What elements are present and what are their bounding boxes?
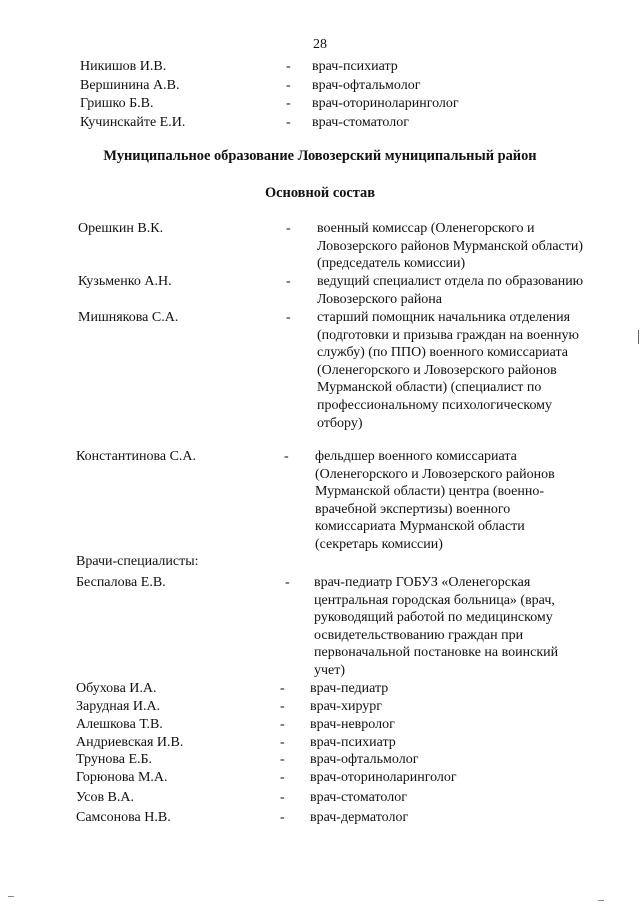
person-name: Вершинина А.В. bbox=[80, 78, 180, 93]
list-item bbox=[76, 769, 596, 787]
dash: - bbox=[286, 59, 291, 74]
list-item bbox=[76, 751, 596, 769]
list-item bbox=[78, 220, 598, 274]
person-name: Зарудная И.А. bbox=[76, 699, 161, 714]
list-item bbox=[76, 716, 596, 734]
dash: - bbox=[285, 575, 290, 590]
person-name: Обухова И.А. bbox=[76, 681, 157, 696]
person-role: военный комиссар (Оленегорского и Ловозерского районов Мурманской области) (председатель комиссии) bbox=[317, 221, 584, 272]
dash: - bbox=[284, 449, 289, 464]
dash: - bbox=[286, 78, 291, 93]
person-name: Усов В.А. bbox=[76, 790, 135, 805]
person-name: Алешкова Т.В. bbox=[76, 717, 163, 732]
list-item bbox=[80, 114, 600, 132]
person-name: Орешкин В.К. bbox=[78, 221, 164, 236]
list-item bbox=[76, 734, 596, 752]
person-name: Кучинскайте Е.И. bbox=[80, 115, 186, 130]
list-item bbox=[80, 95, 600, 113]
person-role: врач-педиатр bbox=[310, 681, 389, 696]
person-name: Самсонова Н.В. bbox=[76, 810, 171, 825]
dash: - bbox=[286, 96, 291, 111]
person-role: ведущий специалист отдела по образованию Ловозерского района bbox=[317, 274, 584, 307]
list-item bbox=[80, 58, 600, 76]
person-role: врач-психиатр bbox=[310, 735, 396, 750]
dash: - bbox=[280, 717, 285, 732]
person-name: Константинова С.А. bbox=[76, 449, 197, 464]
list-item bbox=[76, 574, 596, 680]
dash: - bbox=[286, 115, 291, 130]
list-item bbox=[76, 698, 596, 716]
list-item bbox=[76, 809, 596, 827]
person-name: Беспалова Е.В. bbox=[76, 575, 166, 590]
person-role: врач-офтальмолог bbox=[312, 78, 421, 93]
person-role: фельдшер военного комиссариата (Оленегорского и Ловозерского районов Мурманской области) центра (военно-врачебной экспертизы) военного комиссариата Мурманской области (секретарь комиссии) bbox=[315, 449, 555, 552]
person-role: врач-оториноларинголог bbox=[310, 770, 457, 785]
scan-edge-mark bbox=[638, 330, 639, 344]
dash: - bbox=[280, 681, 285, 696]
person-role: врач-хирург bbox=[310, 699, 383, 714]
specialists-label: Врачи-специалисты: bbox=[76, 554, 199, 569]
person-name: Трунова Е.Б. bbox=[76, 752, 153, 767]
list-item bbox=[78, 309, 598, 449]
section-heading: Муниципальное образование Ловозерский муниципальный район bbox=[103, 148, 537, 164]
person-name: Мишнякова С.А. bbox=[78, 310, 179, 325]
dash: - bbox=[280, 770, 285, 785]
person-role: врач-стоматолог bbox=[312, 115, 409, 130]
dash: - bbox=[286, 221, 291, 236]
person-role: врач-офтальмолог bbox=[310, 752, 419, 767]
list-item bbox=[80, 77, 600, 95]
person-name: Кузьменко А.Н. bbox=[78, 274, 172, 289]
person-role: врач-невролог bbox=[310, 717, 395, 732]
scan-corner-mark bbox=[8, 896, 14, 897]
list-item bbox=[76, 680, 596, 698]
person-name: Горюнова М.А. bbox=[76, 770, 168, 785]
person-role: врач-педиатр ГОБУЗ «Оленегорская центральная городская больница» (врач, руководящий работой по медицинскому освидетельствованию граждан при первоначальной постановке на воинский учет) bbox=[314, 575, 559, 678]
dash: - bbox=[280, 810, 285, 825]
person-role: врач-дерматолог bbox=[310, 810, 409, 825]
person-role: врач-стоматолог bbox=[310, 790, 407, 805]
scan-corner-mark bbox=[598, 900, 604, 901]
person-role: врач-психиатр bbox=[312, 59, 398, 74]
dash: - bbox=[280, 699, 285, 714]
dash: - bbox=[280, 752, 285, 767]
dash: - bbox=[286, 274, 291, 289]
person-role: старший помощник начальника отделения (подготовки и призыва граждан на военную службу) (по ППО) военного комиссариата (Оленегорского и Ловозерского районов Мурманской области) (специалист по профессиональному психологическому отбору) bbox=[317, 310, 579, 431]
person-name: Андриевская И.В. bbox=[76, 735, 184, 750]
dash: - bbox=[286, 310, 291, 325]
person-name: Никишов И.В. bbox=[80, 59, 167, 74]
list-item bbox=[76, 448, 596, 558]
list-item bbox=[78, 273, 598, 309]
person-role: врач-оториноларинголог bbox=[312, 96, 459, 111]
subsection-heading: Основной состав bbox=[264, 185, 376, 201]
list-item bbox=[76, 789, 596, 807]
person-name: Гришко Б.В. bbox=[80, 96, 154, 111]
dash: - bbox=[280, 735, 285, 750]
page-number: 28 bbox=[313, 37, 327, 52]
dash: - bbox=[280, 790, 285, 805]
